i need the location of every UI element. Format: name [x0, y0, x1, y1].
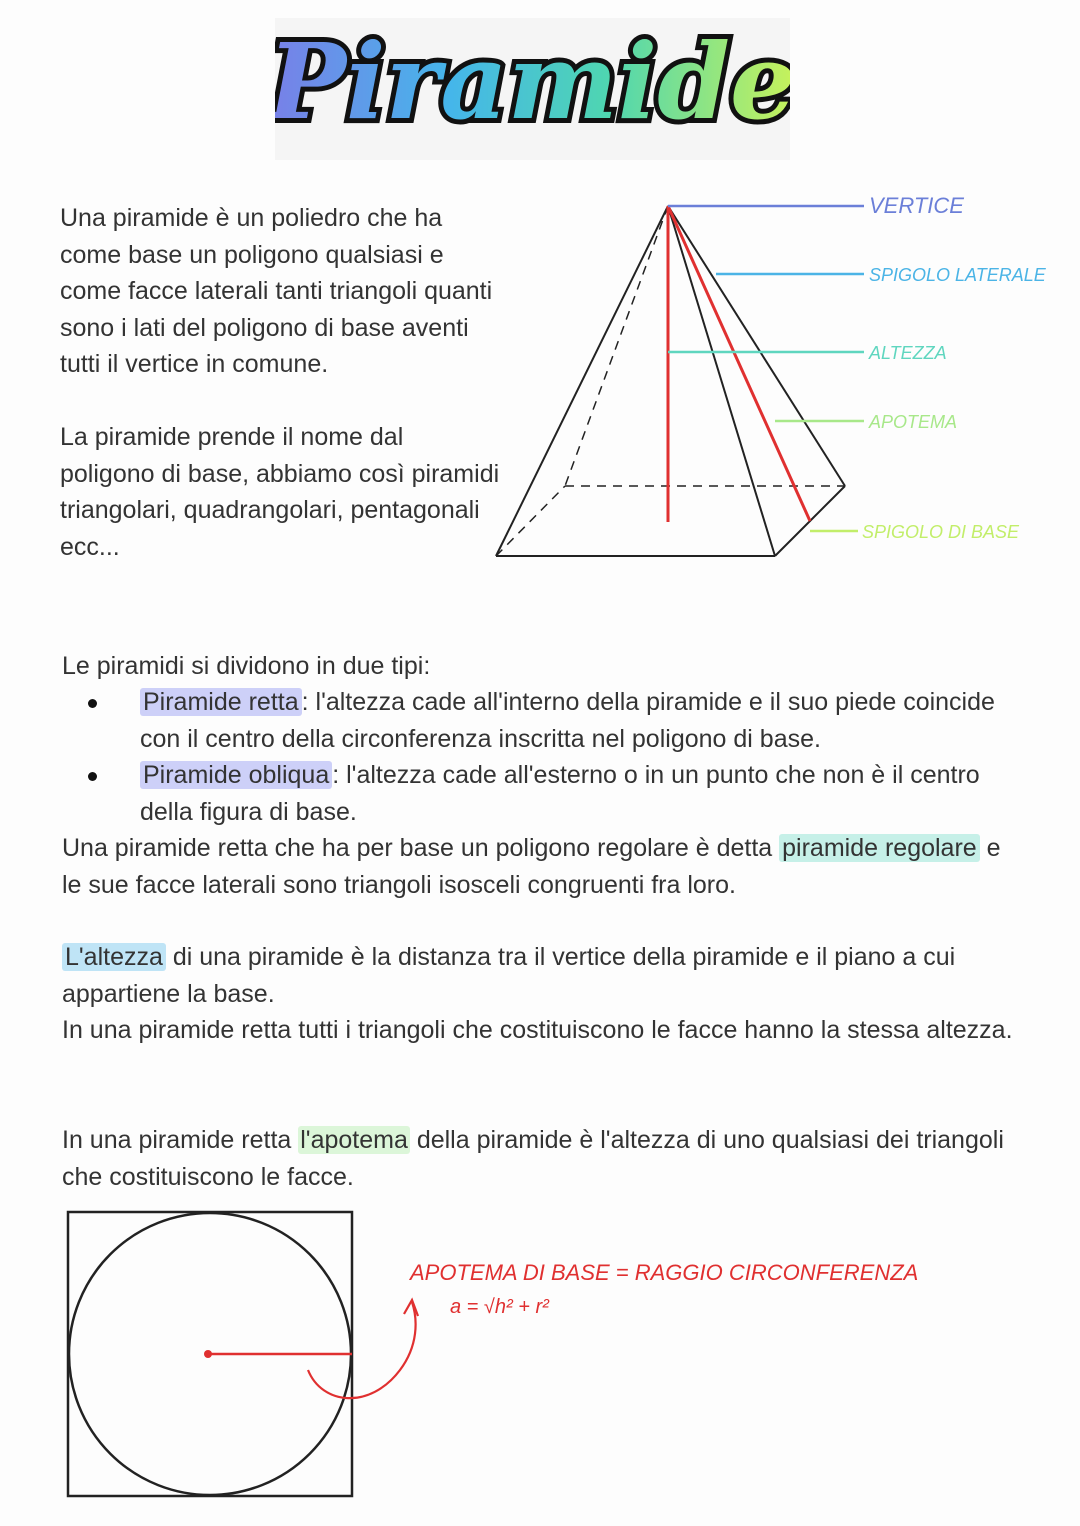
- inscribed-circle-diagram: [60, 1200, 960, 1510]
- obliqua-description: : l'altezza cade all'esterno o in un punto che non è il centro della figura di base.: [140, 761, 980, 826]
- list-item: [62, 684, 1022, 757]
- label-altezza: ALTEZZA: [869, 343, 947, 363]
- altezza-text: di una piramide è la distanza tra il vertice della piramide e il piano a cui appartiene la base.: [62, 943, 956, 1008]
- apothem-line: [668, 206, 810, 521]
- formula-label: a = √h² + r²: [450, 1296, 549, 1318]
- regolare-paragraph: [62, 830, 1022, 903]
- lateral-edge-right: [668, 206, 845, 486]
- annotation-arrow: [308, 1302, 416, 1398]
- term-altezza: L'altezza: [62, 943, 166, 971]
- retta-description: : l'altezza cade all'interno della piramide e il suo piede coincide con il centro della circonferenza inscritta nel poligono di base.: [140, 688, 995, 753]
- label-spigolo-laterale: SPIGOLO LATERALE: [869, 265, 1046, 285]
- apotema-section: [62, 1122, 1042, 1195]
- label-vertice: VERTICE: [869, 193, 964, 218]
- title-graphic: [275, 18, 790, 160]
- hidden-base-edge-left: [496, 486, 565, 556]
- apotema-post: della piramide è l'altezza di uno qualsiasi dei triangoli che costituiscono le facce.: [62, 1126, 1004, 1191]
- apotema-pre: In una piramide retta: [62, 1126, 299, 1154]
- bullet-icon: [88, 699, 97, 708]
- apotema-base-label: APOTEMA DI BASE = RAGGIO CIRCONFERENZA: [410, 1260, 919, 1285]
- lateral-edge-front: [668, 206, 775, 556]
- hidden-lateral-edge: [565, 206, 668, 486]
- page-title: Piramide: [275, 20, 790, 143]
- term-piramide-retta: Piramide retta: [140, 688, 302, 716]
- altezza-section: [62, 939, 1042, 1049]
- definition-text: Una piramide è un poliedro che ha come base un poligono qualsiasi e come facce laterali tanti triangoli quanti sono i lati del poligono di base aventi tutti il vertice in comune.: [60, 204, 493, 378]
- term-piramide-obliqua: Piramide obliqua: [140, 761, 332, 789]
- lateral-edge-left: [496, 206, 668, 556]
- term-apotema: l'apotema: [300, 1126, 408, 1154]
- title-banner: [275, 18, 790, 160]
- regolare-post: e le sue facce laterali sono triangoli isosceli congruenti fra loro.: [62, 834, 1001, 899]
- regolare-pre: Una piramide retta che ha per base un poligono regolare è detta: [62, 834, 780, 862]
- altezza-note: In una piramide retta tutti i triangoli che costituiscono le facce hanno la stessa altezza.: [62, 1016, 1013, 1044]
- term-piramide-regolare: piramide regolare: [779, 834, 980, 862]
- bullet-icon: [88, 772, 97, 781]
- label-spigolo-base: SPIGOLO DI BASE: [862, 522, 1020, 542]
- altezza-definition: [62, 939, 1042, 1012]
- types-intro: Le piramidi si dividono in due tipi:: [62, 652, 431, 680]
- types-list: [62, 684, 1022, 903]
- pyramid-diagram: [488, 180, 1058, 570]
- label-apotema: APOTEMA: [869, 412, 958, 432]
- naming-text: La piramide prende il nome dal poligono di base, abbiamo così piramidi triangolari, quadrangolari, pentagonali ecc...: [60, 423, 500, 561]
- list-item: [62, 757, 1022, 830]
